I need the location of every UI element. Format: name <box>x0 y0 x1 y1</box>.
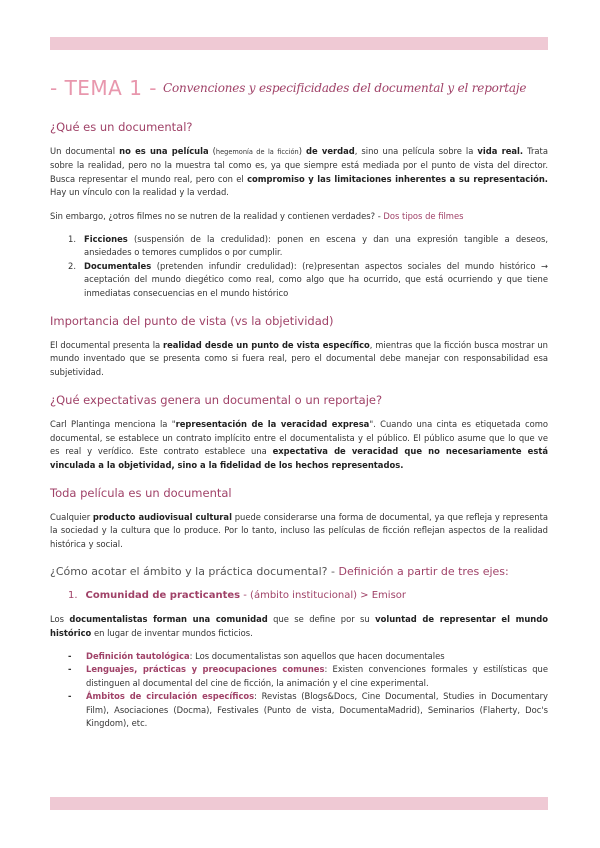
document-body <box>50 76 548 730</box>
paragraph-expectativas: Carl Plantinga menciona la "representación de la veracidad expresa". Cuando una cinta es etiquetada como documental, se establece un contrato implícito entre el documentalista y el público. El público asume que lo que ve es real y verídico. Este contrato establece una expectativa de veracidad que no necesariamente está vinculada a la objetividad, sino a la fidelidad de los hechos representados. <box>50 419 549 470</box>
list-item: 1. Ficciones (suspensión de la credulidad): ponen en escena y dan una expresión tangible a deseos, ansiedades o temores cumplidos o por cumplir. <box>68 234 548 258</box>
list-item: - Definición tautológica: Los documentalistas son aquellos que hacen documentales <box>68 650 445 661</box>
section-heading-toda-pelicula: Toda película es un documental <box>50 485 232 500</box>
section-heading-punto-de-vista: Importancia del punto de vista (vs la objetividad) <box>50 314 334 329</box>
section-heading-ambito: ¿Cómo acotar el ámbito y la práctica documental? - Definición a partir de tres ejes: <box>50 565 509 579</box>
paragraph-punto-de-vista: El documental presenta la realidad desde un punto de vista específico, mientras que la ficción busca mostrar un mundo inventado que se presenta como si fuera real, pero el documental debe manejar con responsabilidad esa subjetividad. <box>50 340 548 377</box>
paragraph-toda-pelicula: Cualquier producto audiovisual cultural puede considerarse una forma de documental, ya que refleja y representa la sociedad y la cultura que lo produce. Por lo tanto, incluso las películas de ficción reflejan aspectos de la realidad histórica y social. <box>50 511 548 549</box>
comunidad-bullets <box>50 650 548 730</box>
title-subtitle: Convenciones y especificidades del documental y el reportaje <box>163 81 527 95</box>
subsection-heading-comunidad: 1. Comunidad de practicantes - (ámbito institucional) > Emisor <box>68 590 407 602</box>
title-prefix: - TEMA 1 - <box>50 76 158 100</box>
footer-band <box>50 797 548 810</box>
film-types-list <box>50 233 548 300</box>
section-heading-expectativas: ¿Qué expectativas genera un documental o un reportaje? <box>50 393 383 408</box>
page-title <box>50 76 548 110</box>
paragraph-definition: Un documental no es una película (hegemonía de la ficción) de verdad, sino una película sobre la vida real. Trata sobre la realidad, pero no la muestra tal como es, ya que siempre está mediada por el punto de vista del director. Busca representar el mundo real, pero con el compromiso y las limitaciones inherentes a su representación. Hay un vínculo con la realidad y la verdad. <box>50 146 548 198</box>
section-heading-que-es: ¿Qué es un documental? <box>50 120 193 134</box>
paragraph-comunidad: Los documentalistas forman una comunidad que se define por su voluntad de representar el mundo histórico en lugar de inventar mundos ficticios. <box>50 614 549 638</box>
paragraph-question: Sin embargo, ¿otros filmes no se nutren de la realidad y contienen verdades? - Dos tipos de filmes <box>50 210 464 221</box>
list-item: - Ámbitos de circulación específicos: Revistas (Blogs&Docs, Cine Documental, Studies in Documentary Film), Asociaciones (Docma), Festivales (Punto de vista, DocumentaMadrid), Seminarios (Flaherty, Doc's Kingdom), etc. <box>68 691 548 728</box>
list-item: - Lenguajes, prácticas y preocupaciones comunes: Existen convenciones formales y estilísticas que distinguen al documental del cine de ficción, la animación y el cine experimental. <box>68 664 548 688</box>
list-item: 2. Documentales (pretenden infundir credulidad): (re)presentan aspectos sociales del mundo histórico → aceptación del mundo diegético como real, como algo que ha ocurrido, que está ocurriendo y que tiene inmediatas consecuencias en el mundo histórico <box>68 260 548 298</box>
header-band <box>50 37 548 50</box>
